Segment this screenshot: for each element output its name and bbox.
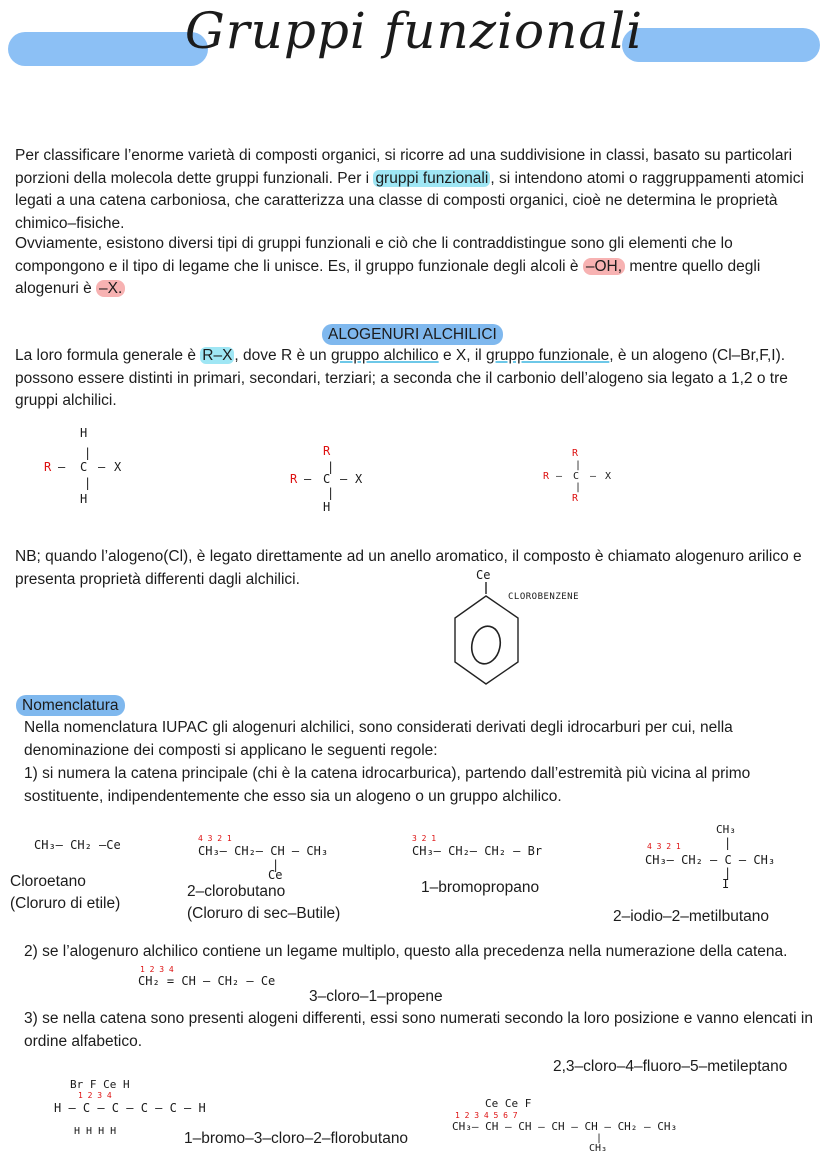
- alogenuri-text: , dove R è un: [234, 347, 331, 364]
- example-iodio-formula: CH₃– CH₂ – C – CH₃: [645, 853, 776, 867]
- atom-c: C: [573, 471, 580, 482]
- section-heading-nomenclatura: Nomenclatura: [16, 695, 125, 716]
- atom-left: R: [543, 471, 550, 482]
- example-bromo-formula: H – C – C – C – C – H: [54, 1101, 206, 1115]
- atom-c: C: [323, 472, 331, 486]
- bond: |: [724, 836, 732, 850]
- atom-top: R: [323, 444, 331, 458]
- intro-paragraph-2: [15, 233, 815, 301]
- numbering: 1 2 3 4: [140, 965, 174, 974]
- numbering: 4 3 2 1: [198, 834, 232, 843]
- example-bromo-name: 1–bromo–3–cloro–2–florobutano: [184, 1130, 409, 1147]
- example-clorobutano-formula: CH₃– CH₂– CH – CH₃: [198, 844, 329, 858]
- atom-left: R: [44, 460, 52, 474]
- example-bromopropano-name: 1–bromopropano: [421, 879, 540, 896]
- example-clorobutano-sub: (Cloruro di sec–Butile): [187, 905, 341, 922]
- substituents-bottom: H H H H: [74, 1126, 117, 1137]
- example-eptano-formula: CH₃– CH – CH – CH – CH – CH₂ – CH₃: [452, 1120, 678, 1133]
- bond: |: [575, 482, 582, 493]
- bond: –: [58, 460, 66, 474]
- chlorobenzene-label: CLOROBENZENE: [508, 592, 580, 602]
- bond: |: [724, 866, 732, 880]
- methyl-group: CH₃: [589, 1143, 608, 1154]
- bond: |: [272, 858, 280, 872]
- chlorine-label: Ce: [476, 568, 491, 582]
- bond: –: [590, 471, 597, 482]
- highlight-rx: R–X: [202, 347, 233, 364]
- example-clorobutano-name: 2–clorobutano: [187, 883, 286, 900]
- numbering: 4 3 2 1: [647, 842, 681, 851]
- atom-left: R: [290, 472, 298, 486]
- intro-text: , si intendono atomi o raggruppamenti atomici legati a una catena carboniosa, che caratterizza una classe di composti organici, cioè ne determina le proprietà chimico–fisiche.: [15, 169, 804, 232]
- bond: –: [556, 471, 563, 482]
- methyl-group: CH₃: [716, 823, 736, 836]
- alogenuri-text: , è un alogeno (Cl–Br,F,I). possono essere distinti in primari, secondari, terziari; a seconda che il carbonio dell’alogeno sia legato a 1,2 o tre gruppi alchilici.: [15, 347, 788, 409]
- highlight-x: –X.: [96, 280, 125, 297]
- example-propene-formula: CH₂ = CH – CH₂ – Ce: [138, 974, 276, 988]
- alogenuri-paragraph: [15, 345, 815, 413]
- numbering: 3 2 1: [412, 834, 437, 843]
- example-iodio-name: 2–iodio–2–metilbutano: [613, 908, 769, 925]
- rule-1: 1) si numera la catena principale (chi è la catena idrocarburica), partendo dall’estremità più vicina al primo sostituente, indipendentemente che esso sia un alogeno o un gruppo alchilico.: [24, 765, 751, 805]
- underline-gruppo-alchilico: gruppo alchilico: [330, 347, 439, 364]
- example-propene-name: 3–cloro–1–propene: [309, 988, 443, 1005]
- bond: –: [98, 460, 106, 474]
- bond: |: [84, 476, 92, 490]
- intro-text: mentre quello degli alogenuri è: [15, 257, 761, 297]
- intro-paragraph-1: [15, 145, 815, 235]
- example-cloroetano-sub: (Cloruro di etile): [10, 895, 121, 912]
- nomenclatura-paragraph: Nella nomenclatura IUPAC gli alogenuri alchilici, sono considerati derivati degli idrocarburi per cui, nella denominazione dei composti si applicano le seguenti regole:: [24, 719, 733, 759]
- bond: –: [304, 472, 312, 486]
- atom-x: X: [355, 472, 363, 486]
- bond: |: [575, 460, 582, 471]
- atom-c: C: [80, 460, 88, 474]
- highlight-oh: –OH,: [583, 258, 625, 275]
- atom-bottom: R: [572, 493, 579, 504]
- example-eptano-name: 2,3–cloro–4–fluoro–5–metileptano: [553, 1058, 788, 1075]
- atom-x: X: [114, 460, 122, 474]
- example-cloroetano-formula: CH₃– CH₂ –Ce: [34, 838, 121, 852]
- atom-top: R: [572, 448, 579, 459]
- atom-x: X: [605, 471, 612, 482]
- benzene-ring: [446, 582, 526, 700]
- page-title: Gruppi funzionali: [184, 2, 644, 60]
- highlight-gruppi-funzionali: gruppi funzionali: [375, 169, 489, 187]
- substituent: Ce: [268, 868, 283, 882]
- nb-paragraph: NB; quando l’alogeno(Cl), è legato direttamente ad un anello aromatico, il composto è chiamato alogenuro arilico e presenta proprietà differenti dagli alchilici.: [15, 548, 802, 588]
- bond: |: [327, 486, 335, 500]
- bond: |: [84, 446, 92, 460]
- bond: |: [327, 460, 335, 474]
- underline-gruppo-funzionale: gruppo funzionale: [486, 347, 610, 364]
- example-bromopropano-formula: CH₃– CH₂– CH₂ – Br: [412, 844, 543, 858]
- rule-2: 2) se l’alogenuro alchilico contiene un legame multiplo, questo alla precedenza nella numerazione della catena.: [24, 943, 788, 960]
- numbering: 1 2 3 4: [78, 1091, 112, 1100]
- rule-3: 3) se nella catena sono presenti alogeni differenti, essi sono numerati secondo la loro posizione e vanno elencati in ordine alfabetico.: [24, 1010, 813, 1050]
- alogenuri-text: La loro formula generale è: [15, 347, 201, 364]
- substituents-top: Ce Ce F: [485, 1097, 532, 1110]
- section-heading-alogenuri: ALOGENURI ALCHILICI: [322, 324, 503, 345]
- atom-top: H: [80, 426, 88, 440]
- atom-bottom: H: [323, 500, 331, 514]
- numbering: 1 2 3 4 5 6 7: [455, 1111, 518, 1120]
- alogenuri-text: e X, il: [438, 347, 487, 364]
- bond: –: [340, 472, 348, 486]
- substituents-top: Br F Ce H: [70, 1078, 130, 1091]
- atom-bottom: H: [80, 492, 88, 506]
- iodine: I: [722, 877, 730, 891]
- intro-text: Per classificare l’enorme varietà di composti organici, si ricorre ad una suddivisione in classi, basato su particolari porzioni della molecola dette gruppi funzionali. Per i: [15, 147, 793, 187]
- bond: |: [596, 1133, 603, 1144]
- intro-text: Ovviamente, esistono diversi tipi di gruppi funzionali e ciò che li contraddistingue sono gli elementi che lo compongono e il tipo di legame che li unisce. Es, il gruppo funzionale degli alcoli è: [15, 235, 733, 275]
- example-cloroetano-name: Cloroetano: [10, 873, 86, 890]
